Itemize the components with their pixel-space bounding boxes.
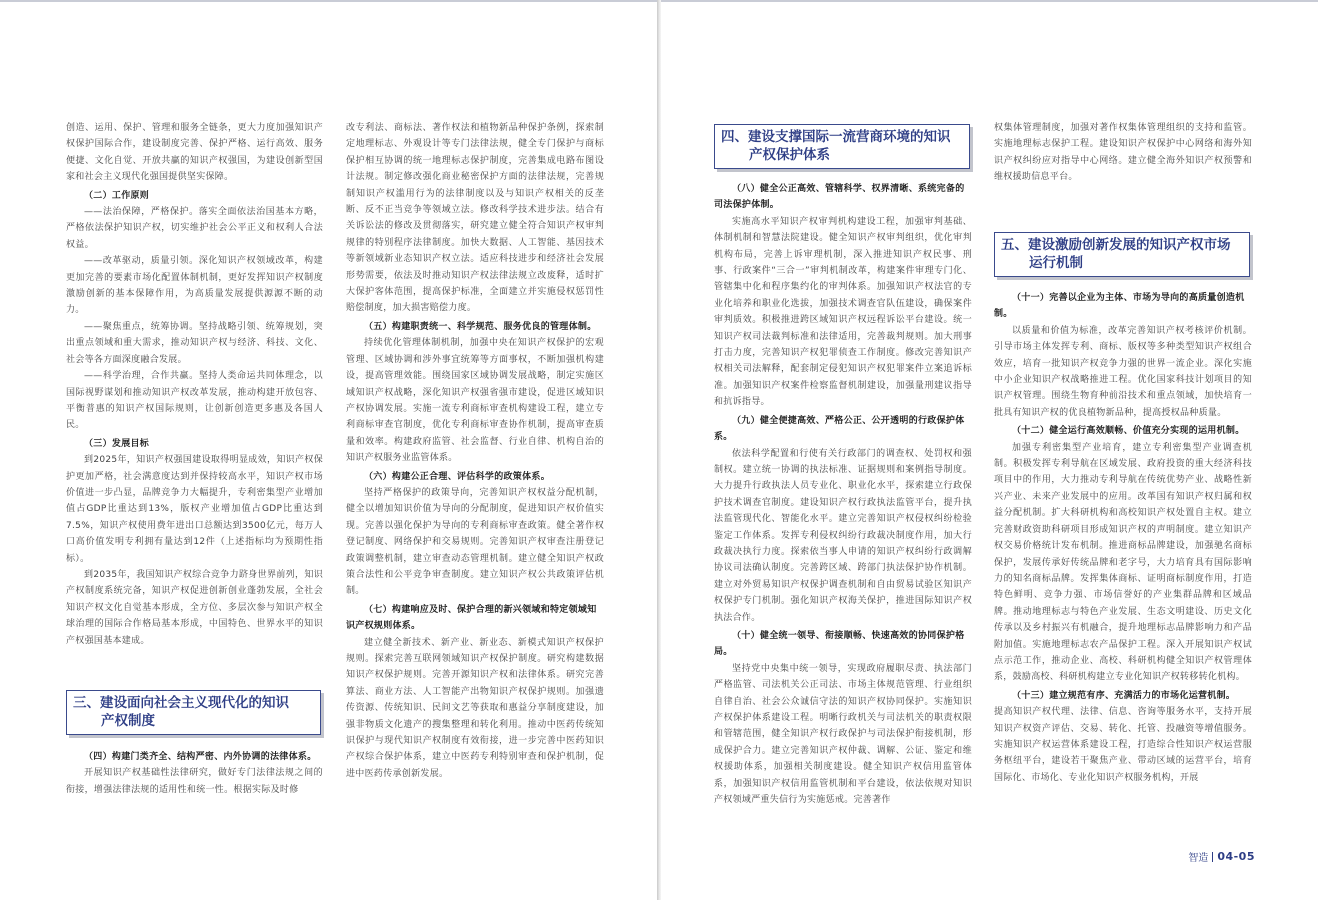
section-title-line: 产权制度	[101, 713, 155, 729]
section-title-line: 五、建设激励创新发展的知识产权市场	[1001, 237, 1231, 253]
subheading-13: （十三）建立规范有序、充满活力的市场化运营机制。	[1012, 690, 1236, 701]
top-rule-left	[0, 0, 657, 2]
subheading-goals: （三）发展目标	[84, 438, 150, 449]
section-title-4	[714, 124, 970, 169]
top-rule-right	[661, 0, 1318, 2]
subheading-5: （五）构建职责统一、科学规范、服务优良的管理体制。	[364, 321, 597, 332]
paragraph: 权集体管理制度，加强对著作权集体管理组织的支持和监管。实施地理标志保护工程。建设知识产权保护中心网络和海外知识产权纠纷应对指导中心网络。建立健全海外知识产权预警和维权援助信息平台。	[994, 123, 1252, 183]
right-column-4	[994, 120, 1252, 186]
subheading-principles: （二）工作原则	[84, 190, 150, 201]
paragraph: ——科学治理，合作共赢。坚持人类命运共同体理念，以国际视野谋划和推动知识产权改革发展，推动构建开放包容、平衡普惠的知识产权国际规则，让创新创造更多惠及各国人民。	[66, 371, 323, 431]
right-column-4-lower	[994, 290, 1252, 786]
paragraph: 加强专利密集型产业培育，建立专利密集型产业调查机制。积极发挥专利导航在区域发展、政府投资的重大经济科技项目中的作用，大力推动专利导航在传统优势产业、战略性新兴产业、未来产业发展中的应用。改革国有知识产权归属和权益分配机制。扩大科研机构和高校知识产权处置自主权。建立完善财政资助科研项目形成知识产权的声明制度。建立知识产权交易价格统计发布机制。推进商标品牌建设，加强驰名商标保护，发展传承好传统品牌和老字号，大力培育具有国际影响力的知名商标品牌。发挥集体商标、证明商标制度作用，打造特色鲜明、竞争力强、市场信誉好的产业集群品牌和区域品牌。推动地理标志与特色产业发展、生态文明建设、历史文化传承以及乡村振兴有机融合，提升地理标志品牌影响力和产品附加值。实施地理标志农产品保护工程。深入开展知识产权试点示范工作，推动企业、高校、科研机构健全知识产权管理体系，鼓励高校、科研机构建立专业化知识产权转移转化机构。	[994, 442, 1252, 683]
paragraph: 建立健全新技术、新产业、新业态、新模式知识产权保护规则。探索完善互联网领域知识产权保护制度。研究构建数据知识产权保护规则。完善开源知识产权和法律体系。研究完善算法、商业方法、人工智能产出物知识产权保护规则。加强遗传资源、传统知识、民间文艺等获取和惠益分享制度建设，加强非物质文化遗产的搜集整理和转化利用。推动中医药传统知识保护与现代知识产权制度有效衔接，进一步完善中医药知识产权综合保护体系，建立中医药专利特别审查和保护机制，促进中医药传承创新发展。	[346, 637, 604, 779]
paragraph: 以质量和价值为标准，改革完善知识产权考核评价机制。引导市场主体发挥专利、商标、版权等多种类型知识产权组合效应，培育一批知识产权竞争力强的世界一流企业。深化实施中小企业知识产权战略推进工程。优化国家科技计划项目的知识产权管理。围绕生物育种前沿技术和重点领域，加快培育一批具有知识产权的优良植物新品种，提高授权品种质量。	[994, 325, 1252, 418]
section-title-line: 产权保护体系	[749, 147, 830, 163]
section-title-line: 运行机制	[1029, 255, 1083, 271]
magazine-name: 智造	[1188, 853, 1209, 864]
left-column-1-lower	[66, 749, 323, 798]
paragraph: 改专利法、商标法、著作权法和植物新品种保护条例，探索制定地理标志、外观设计等专门法律法规，健全专门保护与商标保护相互协调的统一地理标志保护制度，完善集成电路布图设计法规。制定修改强化商业秘密保护方面的法律法规，完善规制知识产权滥用行为的法律制度以及与知识产权相关的反垄断、反不正当竞争等领域立法。修改科学技术进步法。结合有关诉讼法的修改及贯彻落实，研究建立健全符合知识产权审判规律的特别程序法律制度。加快大数据、人工智能、基因技术等新领域新业态知识产权立法。适应科技进步和经济社会发展形势需要，依法及时推动知识产权法律法规立改废释，适时扩大保护客体范围，提高保护标准，全面建立并实施侵权惩罚性赔偿制度，加大损害赔偿力度。	[346, 123, 604, 314]
section-title-5	[994, 232, 1250, 277]
paragraph: 开展知识产权基础性法律研究，做好专门法律法规之间的衔接，增强法律法规的适用性和统一性。根据实际及时修	[66, 768, 323, 795]
paragraph: ——法治保障，严格保护。落实全面依法治国基本方略，严格依法保护知识产权，切实维护社会公平正义和权利人合法权益。	[66, 207, 323, 250]
subheading-11: （十一）完善以企业为主体、市场为导向的高质量创造机制。	[994, 293, 1245, 320]
right-column-3	[714, 181, 972, 808]
paragraph: 实施高水平知识产权审判机构建设工程，加强审判基础、体制机制和智慧法院建设。健全知识产权审判组织，优化审判机构布局，完善上诉审理机制，深入推进知识产权民事、刑事、行政案件“三合一”审判机制改革，构建案件审理专门化、管辖集中化和程序集约化的审判体系。加强知识产权法官的专业化培养和职业化选拔，加强技术调查官队伍建设，确保案件审判质效。积极推进跨区域知识产权远程诉讼平台建设。统一知识产权司法裁判标准和法律适用，完善裁判规则。加大刑事打击力度，完善知识产权犯罪侦查工作制度。修改完善知识产权相关司法解释，配套制定侵犯知识产权犯罪案件立案追诉标准。加强知识产权案件检察监督机制建设，加强量刑建议指导和抗诉指导。	[714, 216, 972, 408]
paragraph: 持续优化管理体制机制，加强中央在知识产权保护的宏观管理、区域协调和涉外事宜统筹等方面事权，不断加强机构建设，提高管理效能。围绕国家区域协调发展战略，制定实施区域知识产权战略，深化知识产权强省强市建设，促进区域知识产权协调发展。实施一流专利商标审查机构建设工程，建立专利商标审查官制度，优化专利商标审查协作机制，提高审查质量和效率。构建政府监管、社会监督、行业自律、机构自治的知识产权服务业监管体系。	[346, 338, 604, 464]
subheading-12: （十二）健全运行高效顺畅、价值充分实现的运用机制。	[1012, 426, 1245, 437]
paragraph: 坚持严格保护的政策导向，完善知识产权权益分配机制，健全以增加知识价值为导向的分配制度，促进知识产权价值实现。完善以强化保护为导向的专利商标审查政策。健全著作权登记制度、网络保护和交易规则。完善知识产权审查注册登记政策调整机制，建立审查动态管理机制。建立健全知识产权政策合法性和公平竞争审查制度。建立知识产权公共政策评估机制。	[346, 487, 604, 597]
paragraph: 提高知识产权代理、法律、信息、咨询等服务水平，支持开展知识产权资产评估、交易、转化、托管、投融资等增值服务。实施知识产权运营体系建设工程，打造综合性知识产权运营服务枢纽平台，建设若干聚焦产业、带动区域的运营平台，培育国际化、市场化、专业化知识产权服务机构，开展	[994, 707, 1252, 783]
section-title-3	[66, 690, 321, 735]
paragraph: 创造、运用、保护、管理和服务全链条，更大力度加强知识产权保护国际合作，建设制度完善、保护严格、运行高效、服务便捷、文化自觉、开放共赢的知识产权强国，为建设创新型国家和社会主义现代化强国提供坚实保障。	[66, 123, 323, 183]
subheading-9: （九）健全便捷高效、严格公正、公开透明的行政保护体系。	[714, 415, 965, 443]
page-numbers: 04-05	[1217, 850, 1255, 863]
paragraph: ——聚焦重点，统筹协调。坚持战略引领、统筹规划，突出重点领域和重大需求，推动知识产权与经济、科技、文化、社会等各方面深度融合发展。	[66, 321, 323, 365]
paragraph: 依法科学配置和行使有关行政部门的调查权、处罚权和强制权。建立统一协调的执法标准、证据规则和案例指导制度。大力提升行政执法人员专业化、职业化水平，探索建立行政保护技术调查官制度。建设知识产权行政执法监管平台，提升执法监管现代化、智能化水平。建立完善知识产权侵权纠纷检验鉴定工作体系。发挥专利侵权纠纷行政裁决制度作用，加大行政裁决执行力度。探索依当事人申请的知识产权纠纷行政调解协议司法确认制度。完善跨区域、跨部门执法保护协作机制。建立对外贸易知识产权保护调查机制和自由贸易试验区知识产权保护专门机制。强化知识产权海关保护，推进国际知识产权执法合作。	[714, 448, 972, 623]
subheading-7: （七）构建响应及时、保护合理的新兴领域和特定领域知识产权规则体系。	[346, 604, 597, 632]
footer-divider	[1212, 852, 1213, 862]
paragraph: 坚持党中央集中统一领导，实现政府履职尽责、执法部门严格监管、司法机关公正司法、市场主体规范管理、行业组织自律自治、社会公众诚信守法的知识产权协同保护。实施知识产权保护体系建设工程。明晰行政机关与司法机关的职责权限和管辖范围，健全知识产权行政保护与司法保护衔接机制，形成保护合力。建立完善知识产权仲裁、调解、公证、鉴定和维权援助体系，加强相关制度建设。健全知识产权信用监管体系，加强知识产权信用监管机制和平台建设，依法依规对知识产权领域严重失信行为实施惩戒。完善著作	[714, 663, 972, 806]
paragraph: ——改革驱动，质量引领。深化知识产权领域改革，构建更加完善的要素市场化配置体制机制，更好发挥知识产权制度激励创新的基本保障作用，为高质量发展提供源源不断的动力。	[66, 256, 323, 316]
subheading-8: （八）健全公正高效、管辖科学、权界清晰、系统完备的司法保护体制。	[714, 184, 965, 211]
section-title-line: 四、建设支撑国际一流营商环境的知识	[721, 129, 951, 145]
paragraph: 到2035年，我国知识产权综合竞争力跻身世界前列，知识产权制度系统完备，知识产权促进创新创业蓬勃发展，全社会知识产权文化自觉基本形成，全方位、多层次参与知识产权全球治理的国际合作格局基本形成，中国特色、世界水平的知识产权强国基本建成。	[66, 569, 323, 646]
section-title-line: 三、建设面向社会主义现代化的知识	[73, 695, 289, 711]
subheading-10: （十）健全统一领导、衔接顺畅、快速高效的协同保护格局。	[714, 630, 965, 658]
subheading-4: （四）构建门类齐全、结构严密、内外协调的法律体系。	[84, 752, 317, 762]
left-column-2	[346, 120, 604, 782]
paragraph: 到2025年，知识产权强国建设取得明显成效，知识产权保护更加严格，社会满意度达到并保持较高水平，知识产权市场价值进一步凸显，品牌竞争力大幅提升，专利密集型产业增加值占GDP比重达到13%，版权产业增加值占GDP比重达到7.5%，知识产权使用费年进出口总额达到3500亿元，每万人口高价值发明专利拥有量达到12件（上述指标均为预期性指标）。	[66, 455, 323, 564]
page-footer	[1188, 849, 1255, 864]
subheading-6: （六）构建公正合理、评估科学的政策体系。	[364, 471, 551, 482]
left-column-1	[66, 120, 323, 649]
